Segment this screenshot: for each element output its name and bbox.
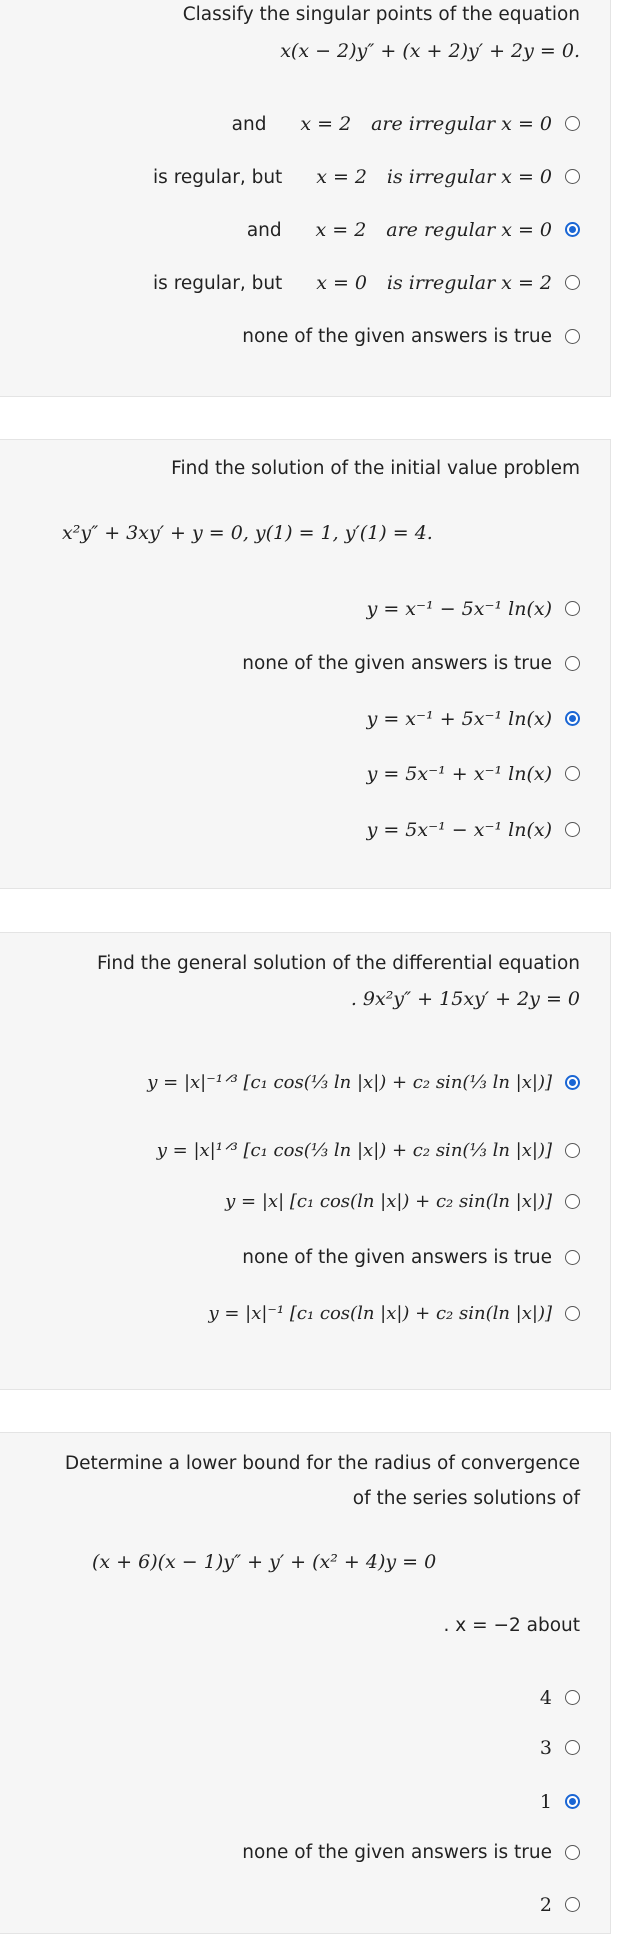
answer-option[interactable] — [0, 1297, 610, 1331]
answer-option[interactable] — [0, 1061, 610, 1105]
option-text: y = x⁻¹ − 5x⁻¹ ln(x) — [366, 598, 552, 620]
radio-button[interactable] — [565, 1897, 580, 1912]
question-card-2 — [0, 439, 611, 889]
question-equation: x²y″ + 3xy′ + y = 0, y(1) = 1, y′(1) = 4. — [62, 522, 433, 544]
radio-button[interactable] — [565, 766, 580, 781]
option-text: y = 5x⁻¹ + x⁻¹ ln(x) — [366, 763, 552, 785]
question-equation: x(x − 2)y″ + (x + 2)y′ + 2y = 0. — [280, 40, 580, 62]
radio-button-selected[interactable] — [565, 1075, 580, 1090]
radio-button[interactable] — [565, 1845, 580, 1860]
question-card-3 — [0, 932, 611, 1390]
option-text: y = 5x⁻¹ − x⁻¹ ln(x) — [366, 819, 552, 841]
answer-option[interactable] — [0, 757, 610, 791]
question-prompt-line-2: of the series solutions of — [352, 1488, 580, 1509]
radio-button[interactable] — [565, 1306, 580, 1321]
answer-option[interactable] — [0, 592, 610, 626]
answer-option[interactable] — [0, 266, 610, 300]
option-text: and — [246, 220, 282, 241]
option-text: are regular x = 0 — [386, 219, 552, 241]
question-prompt: Classify the singular points of the equation — [182, 4, 580, 25]
option-text: y = |x| [c₁ cos(ln |x|) + c₂ sin(ln |x|)] — [225, 1191, 552, 1212]
question-equation: (x + 6)(x − 1)y″ + y′ + (x² + 4)y = 0 — [92, 1551, 437, 1573]
option-text: none of the given answers is true — [242, 1842, 552, 1863]
radio-button[interactable] — [565, 1740, 580, 1755]
option-math: x = 2 — [300, 113, 352, 135]
answer-option[interactable] — [0, 702, 610, 736]
option-math: x = 0 — [316, 272, 368, 294]
radio-button-selected[interactable] — [565, 1794, 580, 1809]
option-text: 3 — [539, 1737, 552, 1759]
answer-option[interactable] — [0, 107, 610, 141]
radio-button[interactable] — [565, 601, 580, 616]
option-text: none of the given answers is true — [242, 653, 552, 674]
option-text: y = x⁻¹ + 5x⁻¹ ln(x) — [366, 708, 552, 730]
radio-button-selected[interactable] — [565, 711, 580, 726]
option-text: y = |x|⁻¹ᐟ³ [c₁ cos(⅓ ln |x|) + c₂ sin(⅓ ln |x|)] — [147, 1072, 552, 1093]
answer-option[interactable] — [0, 1241, 610, 1275]
option-text: none of the given answers is true — [242, 326, 552, 347]
option-text: is irregular x = 2 — [386, 272, 552, 294]
answer-option[interactable] — [0, 1129, 610, 1173]
option-text: is irregular x = 0 — [386, 166, 552, 188]
answer-option[interactable] — [0, 1185, 610, 1219]
radio-button[interactable] — [565, 1143, 580, 1158]
radio-button[interactable] — [565, 1250, 580, 1265]
question-card-4 — [0, 1432, 611, 1934]
question-prompt-line-1: Determine a lower bound for the radius of convergence — [64, 1453, 580, 1474]
option-text: 2 — [539, 1894, 552, 1916]
radio-button[interactable] — [565, 275, 580, 290]
question-card-1 — [0, 0, 611, 397]
answer-option[interactable] — [0, 813, 610, 847]
answer-option[interactable] — [0, 1836, 610, 1870]
question-equation: . 9x²y″ + 15xy′ + 2y = 0 — [350, 988, 580, 1010]
question-about-point: . x = −2 about — [443, 1615, 580, 1636]
question-prompt: Find the solution of the initial value problem — [171, 458, 580, 479]
option-text: 4 — [539, 1687, 552, 1709]
radio-button[interactable] — [565, 656, 580, 671]
answer-option[interactable] — [0, 213, 610, 247]
radio-button-selected[interactable] — [565, 222, 580, 237]
radio-button[interactable] — [565, 329, 580, 344]
option-text: is regular, but — [153, 167, 283, 188]
answer-option[interactable] — [0, 647, 610, 681]
answer-option[interactable] — [0, 320, 610, 354]
answer-option[interactable] — [0, 1681, 610, 1715]
option-text: and — [231, 114, 267, 135]
radio-button[interactable] — [565, 1690, 580, 1705]
option-text: are irregular x = 0 — [371, 113, 552, 135]
option-text: y = |x|¹ᐟ³ [c₁ cos(⅓ ln |x|) + c₂ sin(⅓ ln |x|)] — [156, 1140, 552, 1161]
answer-option[interactable] — [0, 1785, 610, 1819]
option-text: 1 — [539, 1791, 552, 1813]
answer-option[interactable] — [0, 1731, 610, 1765]
radio-button[interactable] — [565, 169, 580, 184]
radio-button[interactable] — [565, 822, 580, 837]
answer-option[interactable] — [0, 160, 610, 194]
answer-option[interactable] — [0, 1888, 610, 1922]
question-prompt: Find the general solution of the differential equation — [96, 953, 580, 974]
option-text: none of the given answers is true — [242, 1247, 552, 1268]
option-text: is regular, but — [153, 273, 283, 294]
option-math: x = 2 — [315, 219, 367, 241]
radio-button[interactable] — [565, 116, 580, 131]
radio-button[interactable] — [565, 1194, 580, 1209]
option-math: x = 2 — [316, 166, 368, 188]
option-text: y = |x|⁻¹ [c₁ cos(ln |x|) + c₂ sin(ln |x|)] — [208, 1303, 552, 1324]
